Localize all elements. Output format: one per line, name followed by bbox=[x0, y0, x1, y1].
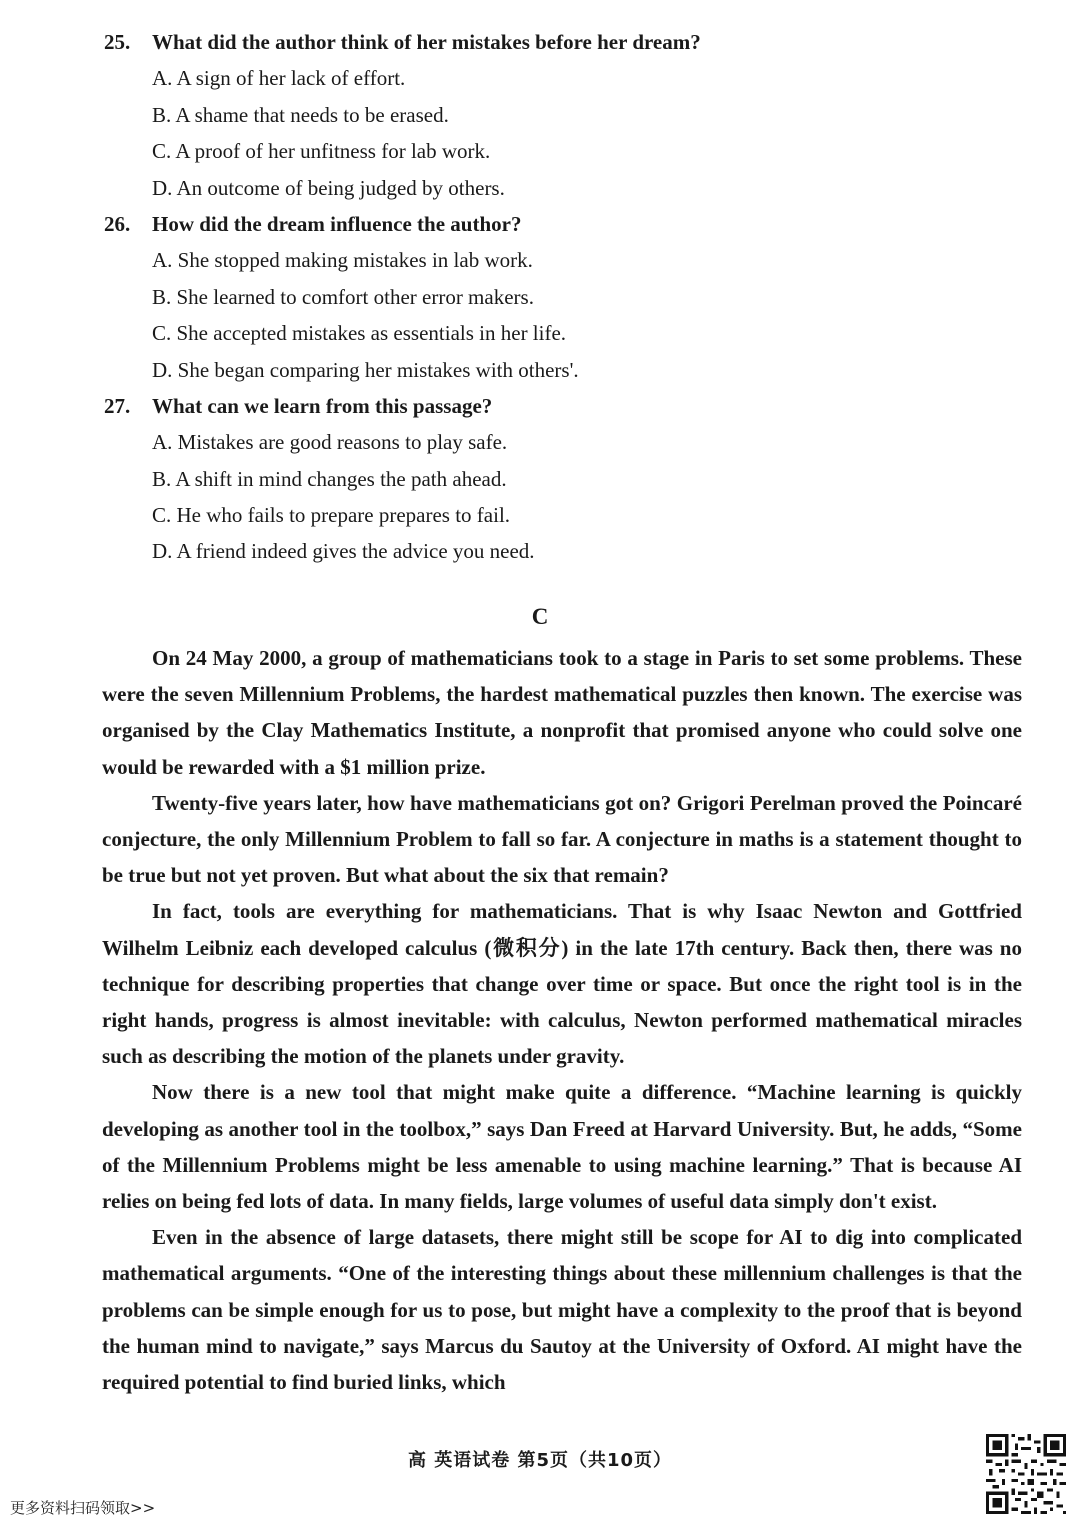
more-resources-link[interactable]: 更多资料扫码领取>> bbox=[10, 1499, 156, 1517]
question-number: 25. bbox=[104, 30, 131, 54]
question-text: What did the author think of her mistakes before her dream? bbox=[152, 30, 701, 54]
page-footer: 高 英语试卷 第5页（共10页） bbox=[407, 1450, 673, 1471]
section-heading: C bbox=[531, 604, 549, 629]
question-number: 27. bbox=[104, 393, 131, 418]
question-number: 26. bbox=[104, 211, 131, 236]
passage-paragraph: Now there is a new tool that might make quite a difference. “Machine learning is quickly developing as another tool in the toolbox,” says Dan Freed at Harvard University. But, he adds, “Some of the Millennium Problems might be less amenable to using machine learning.” That is because AI relies on being fed lots of data. In many fields, large volumes of useful data simply don't exist. bbox=[102, 1080, 1022, 1214]
option-a: A. Mistakes are good reasons to play safe. bbox=[152, 430, 508, 455]
option-c: C. A proof of her unfitness for lab work. bbox=[152, 139, 491, 164]
passage-paragraph: On 24 May 2000, a group of mathematicians took to a stage in Paris to set some problems. These were the seven Millennium Problems, the hardest mathematical puzzles then known. The exercise was organised by the Clay Mathematics Institute, a nonprofit that promised anyone who could solve one would be rewarded with a $1 million prize. bbox=[102, 646, 1022, 779]
option-b: B. A shame that needs to be erased. bbox=[152, 102, 449, 127]
option-c: C. She accepted mistakes as essentials in her life. bbox=[152, 321, 567, 346]
option-c: C. He who fails to prepare prepares to fail. bbox=[152, 503, 511, 528]
option-a: A. She stopped making mistakes in lab work. bbox=[152, 248, 533, 273]
question-26 bbox=[104, 206, 1024, 388]
passage-paragraph: Twenty-five years later, how have mathematicians got on? Grigori Perelman proved the Poincaré conjecture, the only Millennium Problem to fall so far. A conjecture in maths is a statement thought to be true but not yet proven. But what about the six that remain? bbox=[102, 790, 1022, 888]
qr-code-icon[interactable] bbox=[986, 1434, 1066, 1514]
reading-passage bbox=[102, 640, 1022, 1400]
option-d: D. An outcome of being judged by others. bbox=[152, 175, 505, 200]
question-list bbox=[104, 24, 1024, 570]
question-stem bbox=[104, 206, 1024, 242]
option-d: D. She began comparing her mistakes with others'. bbox=[152, 357, 579, 382]
option-b: B. A shift in mind changes the path ahead. bbox=[152, 466, 507, 491]
option-d: D. A friend indeed gives the advice you need. bbox=[152, 539, 535, 564]
question-stem bbox=[104, 24, 1024, 60]
question-27 bbox=[104, 388, 1024, 570]
question-25 bbox=[104, 24, 1024, 206]
question-text: What can we learn from this passage? bbox=[152, 393, 493, 418]
option-a: A. A sign of her lack of effort. bbox=[152, 66, 406, 91]
passage-paragraph: Even in the absence of large datasets, there might still be scope for AI to dig into complicated mathematical arguments. “One of the interesting things about these millennium challenges is that the problems can be simple enough for us to pose, but might have a complexity to the proof that is beyond the human mind to navigate,” says Marcus du Sautoy at the University of Oxford. AI might have the required potential to find buried links, which bbox=[102, 1225, 1022, 1395]
option-b: B. She learned to comfort other error makers. bbox=[152, 284, 534, 309]
question-stem bbox=[104, 388, 1024, 424]
question-text: How did the dream influence the author? bbox=[152, 211, 522, 236]
passage-paragraph: In fact, tools are everything for mathematicians. That is why Isaac Newton and Gottfried Wilhelm Leibniz each developed calculus (微积分) in the late 17th century. Back then, there was no technique for describing properties that change over time or space. But once the right tool is in the right hands, progress is almost inevitable: with calculus, Newton performed mathematical miracles such as describing the motion of the planets under gravity. bbox=[102, 899, 1022, 1069]
